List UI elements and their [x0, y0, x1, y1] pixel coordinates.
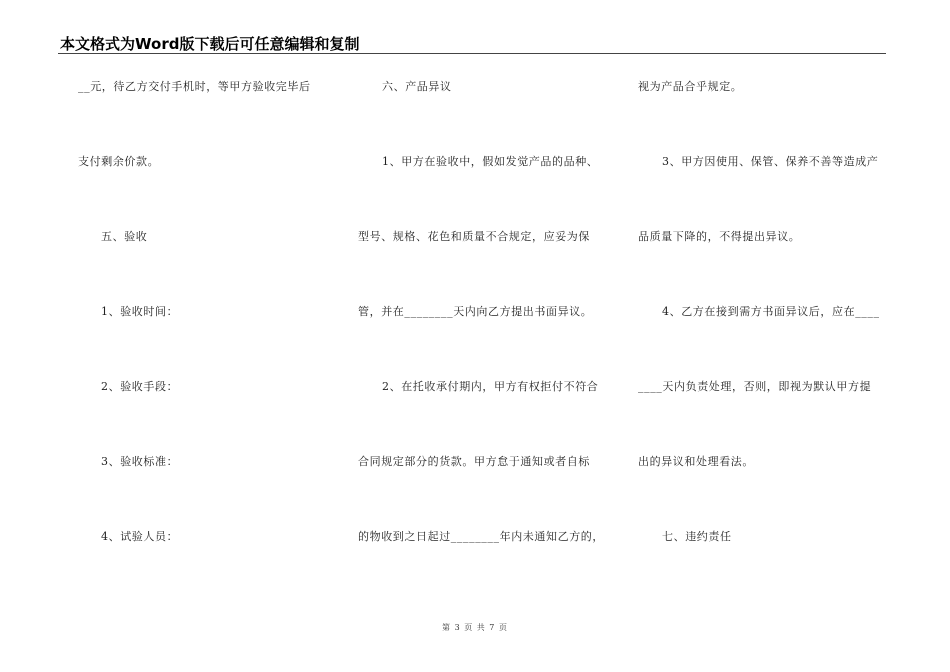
text-line: 品质量下降的，不得提出异议。: [638, 230, 801, 243]
text-line: 2、在托收承付期内，甲方有权拒付不符合: [382, 380, 599, 393]
text-line: 3、验收标准：: [101, 455, 179, 468]
text-line: 出的异议和处理看法。: [638, 455, 754, 468]
section-heading: 六、产品异议: [382, 80, 452, 93]
text-line: 支付剩余价款。: [78, 155, 160, 168]
text-line: __元，待乙方交付手机时，等甲方验收完毕后: [78, 80, 311, 93]
text-line: 型号、规格、花色和质量不合规定，应妥为保: [358, 230, 590, 243]
document-header-title: 本文格式为Word版下载后可任意编辑和复制: [60, 35, 360, 53]
text-line: 3、甲方因使用、保管、保养不善等造成产: [662, 155, 879, 168]
text-line: ____天内负责处理，否则，即视为默认甲方提: [638, 380, 872, 393]
text-line: 管，并在________天内向乙方提出书面异议。: [358, 305, 593, 318]
text-line: 合同规定部分的货款。甲方怠于通知或者自标: [358, 455, 590, 468]
text-line: 4、乙方在接到需方书面异议后，应在____: [662, 305, 880, 318]
text-line: 2、验收手段：: [101, 380, 179, 393]
page-number: 第 3 页 共 7 页: [442, 623, 508, 632]
section-heading: 五、验收: [101, 230, 148, 243]
header-divider: [58, 53, 886, 54]
section-heading: 七、违约责任: [662, 530, 732, 543]
text-line: 1、甲方在验收中，假如发觉产品的品种、: [382, 155, 599, 168]
text-line: 的物收到之日起过________年内未通知乙方的，: [358, 530, 604, 543]
text-line: 1、验收时间：: [101, 305, 179, 318]
text-line: 视为产品合乎规定。: [638, 80, 743, 93]
text-line: 4、试验人员：: [101, 530, 179, 543]
